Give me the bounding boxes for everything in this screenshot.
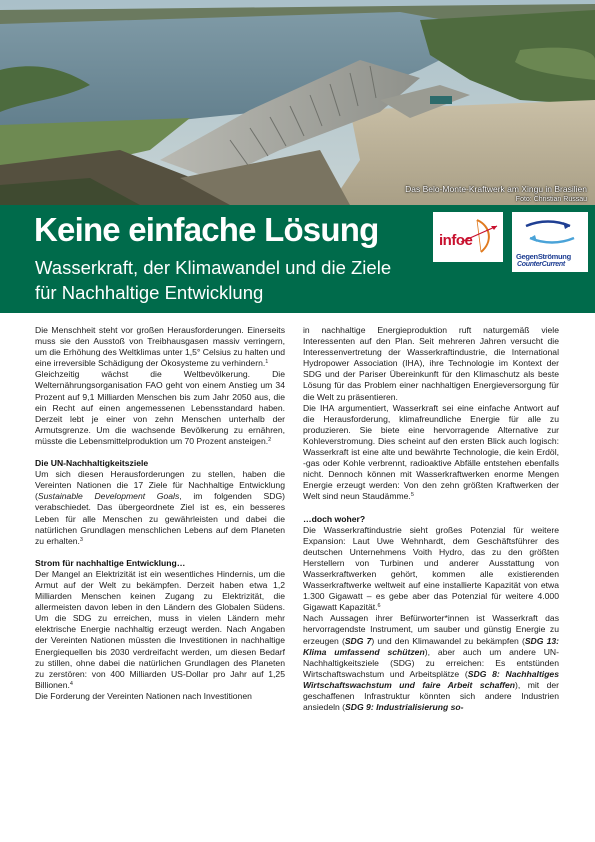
dam-photo [0,0,595,205]
right-column [303,325,559,713]
footnote-marker: 2 [268,436,272,443]
infoe-logo [433,212,503,262]
section-heading: …doch woher? [303,513,366,524]
subtitle-line-2: für Nachhaltige Entwicklung [35,282,264,303]
section-heading: Die UN-Nachhaltigkeitsziele [35,458,149,469]
footnote-marker: 4 [69,680,73,687]
subtitle-line-1: Wasserkraft, der Klimawandel und die Ziele [35,257,392,278]
paragraph: Der Mangel an Elektrizität ist ein wesentliches Hindernis, um die Armut auf der Welt zu bekämpfen. Derzeit haben etwa 1,2 Milliarden Menschen keinen Zugang zu Elektrizität, die allermeisten davon leben in den Ländern des Globalen Südens. Um die SDG zu erreichen, muss in vielen Ländern mehr elektrische Energie nachhaltig erzeugt werden. Nach Angaben der Vereinten Nationen müssten die Investitionen in nachhaltige Energiequellen bis 2030 verdreifacht werden, um diesen Bedarf zu stillen, ohne dabei die natürlichen Grundlagen des Planeten zu zerstören: von 400 Milliarden US-Dollar pro Jahr auf 1,25 Billionen.$^4$ [35,568,285,690]
page-title: Keine einfache Lösung [34,211,379,248]
paragraph: Die IHA argumentiert, Wasserkraft sei eine einfache Antwort auf die Herausforderung, klimafreundliche Energie für alle zu produzieren. Sie biete eine hervorragende Alternative zur Kohleverstromung. Dies scheint auf den ersten Blick auch logisch: Wasserkraft ist eine alte und bewährte Technologie, die kein Erdöl, -gas oder Kohle verbrennt, radioaktive Abfälle entstehen ebenfalls nicht. Dennoch können mit Wasserkraftwerken enorme Mengen Energie erzeugt werden: Von den zehn größten Kraftwerken der Welt sind neun Staudämme.$^5$ [303,402,559,502]
photo-caption: Das Belo-Monte-Kraftwerk am Xingu in Brasilien [405,184,587,194]
infoe-logo-text: infoe [439,232,473,249]
footnote-marker: 3 [79,536,83,543]
footnote-marker: 5 [410,492,414,499]
paragraph: Nach Aussagen ihrer Befürworter*innen ist Wasserkraft das hervorragendste Instrument, um sauber und günstig Energie zu erzeugen (SDG 7) und den Klimawandel zu bekämpfen (SDG 13: Klima umfassend schützen), aber auch um andere UN-Nachhaltigkeitsziele (SDG) zu erreichen: Es entstünden Wirtschaftswachstum und Arbeitsplätze (SDG 8: Nachhaltiges Wirtschaftswachstum und faire Arbeit schaffen), mit der geschaffenen Infrastruktur könnten sich andere Industrien ansiedeln (SDG 9: Industrialisierung so- [303,613,560,713]
footnote-marker: 1 [265,359,269,366]
footnote-marker: 6 [377,603,381,610]
gegenstroemung-logo [512,212,588,272]
paragraph: Um sich diesen Herausforderungen zu stellen, haben die Vereinten Nationen die 17 Ziele für Nachhaltige Entwicklung (Sustainable Development Goals, im folgenden SDG) verabschiedet. Das übergeordnete Ziel ist es, ein besseres Leben für alle Menschen zu gewährleisten und dabei die natürlichen Grundlagen menschlichen Lebens auf dem Planeten zu erhalten.$^3$ [35,469,285,546]
gegenstroemung-logo-line-1: GegenStrömung [516,252,571,261]
paragraph: Gleichzeitig wächst die Weltbevölkerung. Die Welternährungsorganisation FAO geht von einem Anstieg um 34 Prozent auf 9,1 Milliarden Menschen bis zum Jahr 2050 aus, die ein Recht auf einen angemessenen Lebensstandard haben. Derzeit lebt je einer von zehn Menschen unterhalb der Armutsgrenze. Um die wachsende Bevölkerung zu ernähren, müsste die Lebensmittelproduktion um 70 Prozent ansteigen.$^2$ [35,369,285,446]
paragraph: in nachhaltige Energieproduktion ruft naturgemäß viele Interessenten auf den Plan. Seit mehreren Jahren versucht die Interessenvertretung der Wasserkraftindustrie, die International Hydropower Association (IHA), ihre Technologie im Kontext der SDG und der Pariser Übereinkunft für den Klimaschutz als beste Lösung für das Problem einer nachhaltigen Energieversorgung für die Welt zu präsentieren. [303,325,559,402]
paragraph: Die Forderung der Vereinten Nationen nach Investitionen [35,690,252,701]
gegenstroemung-logo-line-2: CounterCurrent [517,261,565,268]
paragraph: Die Menschheit steht vor großen Herausforderungen. Einerseits muss sie den Ausstoß von Treibhausgasen massiv verringern, um die Erhöhung des Weltklimas unter 1,5° Celsius zu halten und eine irreversible Schädigung der Ökosysteme zu verhindern.$^1$ [35,325,285,369]
paragraph: Die Wasserkraftindustrie sieht großes Potenzial für weitere Expansion: Laut Uwe Wehnhardt, dem Geschäftsführer des deutschen Unternehmens Voith Hydro, das zu den größten Herstellern von Turbinen und anderer Ausstattung von Wasserkraftwerken gehört, kommen alle existierenden Wasserkraftwerke weltweit auf eine installierte Kapazität von etwa 1.300 Gigawatt – es gebe aber das Potenzial für weitere 4.000 Gigawatt Kapazität.$^6$ [303,524,559,613]
section-heading: Strom für nachhaltige Entwicklung… [35,557,186,568]
left-column [35,325,285,702]
photo-credit: Foto: Christian Russau [515,196,587,203]
